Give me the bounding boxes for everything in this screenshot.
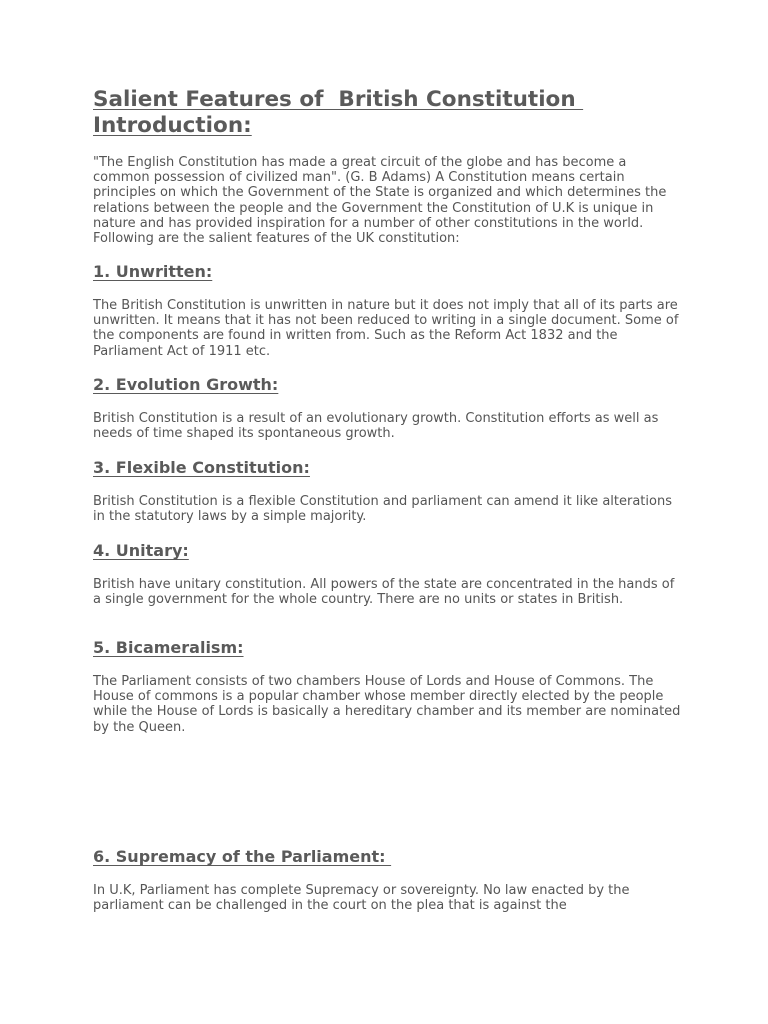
- section-supremacy-of-parliament: [93, 847, 683, 913]
- section-body: British Constitution is a result of an evolutionary growth. Constitution efforts as well as needs of time shaped its spontaneous growth.: [93, 411, 659, 442]
- intro-paragraph: "The English Constitution has made a great circuit of the globe and has become a common possession of civilized man". (G. B Adams) A Constitution means certain principles on which the Government of the State is organized and which determines the relations between the people and the Government the Constitution of U.K is unique in nature and has provided inspiration for a number of other constitutions in the world. Following are the salient features of the UK constitution:: [93, 155, 667, 247]
- section-heading: 4. Unitary:: [93, 541, 189, 560]
- section-flexible-constitution: [93, 458, 683, 524]
- section-unwritten: [93, 262, 683, 359]
- title-line-1: Salient Features of British Constitution: [93, 87, 584, 112]
- section-heading: 3. Flexible Constitution:: [93, 458, 310, 477]
- section-unitary: [93, 541, 683, 607]
- document-page: [93, 87, 683, 246]
- section-body: British have unitary constitution. All powers of the state are concentrated in the hands of a single government for the whole country. There are no units or states in British.: [93, 577, 675, 608]
- title-line-2: Introduction:: [93, 113, 252, 138]
- section-heading: 1. Unwritten:: [93, 262, 213, 281]
- section-body: In U.K, Parliament has complete Supremacy or sovereignty. No law enacted by the parliament can be challenged in the court on the plea that is against the: [93, 883, 630, 914]
- section-body: The British Constitution is unwritten in nature but it does not imply that all of its parts are unwritten. It means that it has not been reduced to writing in a single document. Some of the components are found in written from. Such as the Reform Act 1832 and the Parliament Act of 1911 etc.: [93, 298, 679, 359]
- section-body: The Parliament consists of two chambers House of Lords and House of Commons. The House of commons is a popular chamber whose member directly elected by the people while the House of Lords is basically a hereditary chamber and its member are nominated by the Queen.: [93, 674, 681, 735]
- section-heading: 2. Evolution Growth:: [93, 375, 279, 394]
- section-evolution-growth: [93, 375, 683, 441]
- section-body: British Constitution is a flexible Constitution and parliament can amend it like alterations in the statutory laws by a simple majority.: [93, 494, 672, 525]
- section-heading: 6. Supremacy of the Parliament:: [93, 847, 392, 866]
- document-title: [93, 87, 683, 139]
- section-heading: 5. Bicameralism:: [93, 638, 244, 657]
- section-bicameralism: [93, 638, 683, 735]
